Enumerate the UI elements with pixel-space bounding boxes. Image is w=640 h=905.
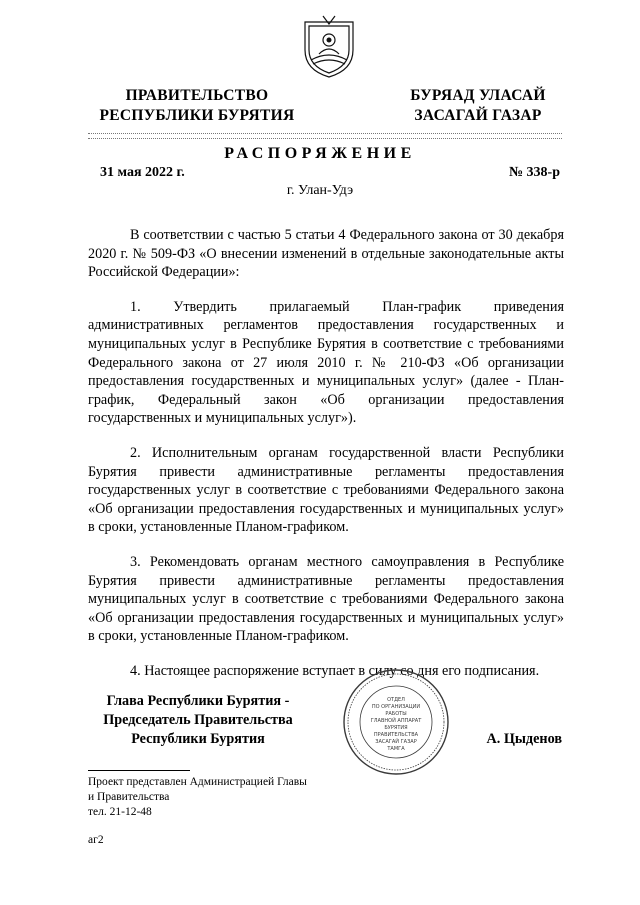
seal-text-line-4: ГЛАВНОЙ АППАРАТ <box>370 718 422 724</box>
government-name-buryat-line2: ЗАСАГАЙ ГАЗАР <box>414 107 542 124</box>
clause-1-paragraph: 1. Утвердить прилагаемый План-график приведения административных регламентов предоставления государственных и муниципальных услуг в Республике Бурятия в соответствие с требованиями Федерального закона от 27 июля 2010 г. № 210-ФЗ «Об организации предоставления государственных и муниципальных услуг» (далее - План-график, Федеральный закон «Об организации предоставления государственных и муниципальных услуг»). <box>88 298 564 427</box>
footer-line-2: и Правительства <box>88 791 170 803</box>
executor-code: аг2 <box>88 834 104 846</box>
seal-text-line-8: ТАМГА <box>387 746 405 752</box>
clause-4-paragraph: 4. Настоящее распоряжение вступает в силу со дня его подписания. <box>130 662 540 679</box>
footer-phone: тел. 21-12-48 <box>88 806 152 818</box>
seal-text-line-7: ЗАСАГАЙ ГАЗАР <box>375 739 417 745</box>
document-city: г. Улан-Удэ <box>286 183 354 198</box>
signatory-title-line2: Председатель Правительства <box>103 712 293 728</box>
footer-line-1: Проект представлен Администрацией Главы <box>88 776 307 788</box>
government-name-line2: РЕСПУБЛИКИ БУРЯТИЯ <box>99 107 295 124</box>
government-name-russian <box>92 86 302 126</box>
header-divider <box>88 133 562 134</box>
signatory-title-line1: Глава Республики Бурятия - <box>106 693 290 709</box>
document-number: № 338-р <box>508 165 560 180</box>
seal-text-line-6: ПРАВИТЕЛЬСТВА <box>373 732 419 738</box>
document-type: РАСПОРЯЖЕНИЕ <box>224 145 416 162</box>
seal-text-line-3: РАБОТЫ <box>385 711 407 717</box>
seal-text-line-1: ОТДЕЛ <box>387 697 405 703</box>
signatory-name: А. Цыденов <box>486 731 562 747</box>
coat-of-arms-icon <box>297 14 361 80</box>
clause-3-paragraph: 3. Рекомендовать органам местного самоуправления в Республике Бурятия привести административные регламенты предоставления муниципальных услуг в соответствие с требованиями Федерального закона «Об организации предоставления государственных и муниципальных услуг» в сроки, установленные Планом-графиком. <box>88 553 564 645</box>
government-name-buryat <box>398 86 558 126</box>
seal-text-line-5: БУРЯТИЯ <box>384 725 408 731</box>
preamble-paragraph: В соответствии с частью 5 статьи 4 Федерального закона от 30 декабря 2020 г. № 509-ФЗ «О внесении изменений в отдельные законодательные акты Российской Федерации»: <box>88 227 564 281</box>
footer-note <box>88 775 307 820</box>
government-name-line1: ПРАВИТЕЛЬСТВО <box>125 87 269 104</box>
clause-2-paragraph: 2. Исполнительным органам государственной власти Республики Бурятия привести административные регламенты предоставления государственных услуг в соответствие с требованиями Федерального закона «Об организации предоставления государственных и муниципальных услуг» в сроки, установленные Планом-графиком. <box>88 444 564 536</box>
seal-text-line-2: ПО ОРГАНИЗАЦИИ <box>371 704 421 710</box>
signatory-title <box>88 692 308 749</box>
government-name-buryat-line1: БУРЯАД УЛАСАЙ <box>410 87 546 104</box>
header-divider-second <box>88 138 562 139</box>
official-seal-icon <box>342 668 450 776</box>
footer-divider <box>88 770 190 771</box>
signatory-title-line3: Республики Бурятия <box>131 731 265 747</box>
document-body <box>88 226 564 694</box>
document-date: 31 мая 2022 г. <box>100 165 185 180</box>
